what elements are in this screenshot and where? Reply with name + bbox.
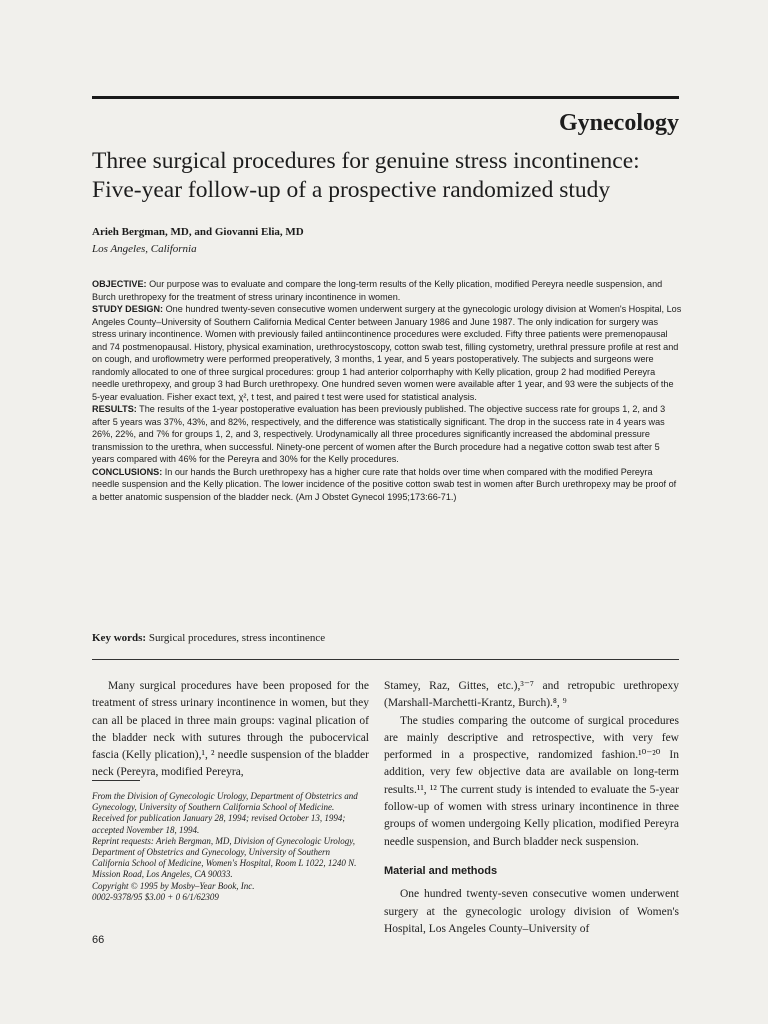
- abstract-conclusions: [92, 466, 682, 504]
- objective-label: OBJECTIVE:: [92, 279, 147, 289]
- keywords: [92, 632, 325, 644]
- design-label: STUDY DESIGN:: [92, 304, 164, 314]
- abstract: [92, 278, 682, 503]
- design-text: One hundred twenty-seven consecutive women underwent surgery at the gynecologic urology division at Women's Hospital, Los Angeles County–University of Southern California Medical Center between January 1986 and June 1987. The only indication for surgery was stress urinary incontinence. Women with previously failed antiincontinence procedures were excluded. Fifty three patients were premenopausal and 74 postmenopausal. History, physical examination, urethrocystoscopy, cotton swab test, filling cystometry, urethral pressure profile at rest and on cough, and uroflowmetry were performed preoperatively, 3 months, 1 year, and 5 years postoperatively. The subjects and surgeons were randomly allocated to one of three surgical procedures: group 1 had anterior colporrhaphy with Kelly plication, group 2 had modified Pereyra needle urethropexy, and group 3 had Burch urethropexy. One hundred seven women were available after 1 year, and 93 were the subjects of the 5-year evaluation. Fisher exact text, χ², t test, and paired t test were used for statistical analysis.: [92, 304, 682, 402]
- abstract-objective: [92, 278, 682, 303]
- author-location: Los Angeles, California: [92, 243, 197, 255]
- footnote-received: Received for publication January 28, 1994; revised October 13, 1994; accepted November 18, 1994.: [92, 813, 346, 835]
- title-line-1: Three surgical procedures for genuine stress incontinence:: [92, 148, 640, 174]
- conclusions-text: In our hands the Burch urethropexy has a higher cure rate that holds over time when compared with the modified Pereyra needle suspension and the Kelly plication. The lower incidence of the positive cotton swab test in women after Burch urethropexy may be proof of a better anatomic suspension of the bladder neck. (Am J Obstet Gynecol 1995;173:66-71.): [92, 466, 677, 502]
- results-label: RESULTS:: [92, 404, 137, 414]
- title-line-2: Five-year follow-up of a prospective randomized study: [92, 177, 611, 203]
- authors: Arieh Bergman, MD, and Giovanni Elia, MD: [92, 226, 304, 238]
- article-title: [92, 147, 692, 205]
- abstract-results: [92, 403, 682, 466]
- keywords-rule: [92, 659, 679, 660]
- right-paragraph-2: The studies comparing the outcome of surgical procedures are mainly descriptive and retrospective, with very few performed in a prospective, randomized fashion.¹⁰⁻²⁰ In addition, very few objective data are available on long-term results.¹¹, ¹² The current study is intended to evaluate the 5-year follow-up of women with stress urinary incontinence in three groups of women undergoing Kelly plication, modified Pereyra needle suspension, and Burch bladder neck suspension.: [384, 714, 679, 848]
- header-rule: [92, 96, 679, 99]
- section-heading: Gynecology: [559, 110, 679, 136]
- right-column: [384, 678, 679, 938]
- footnote-reprint: Reprint requests: Arieh Bergman, MD, Division of Gynecologic Urology, Department of Obstetrics and Gynecology, University of Southern California School of Medicine, Women's Hospital, Room L 1022, 1240 N. Mission Road, Los Angeles, CA 90033.: [92, 835, 357, 880]
- right-paragraph-1: Stamey, Raz, Gittes, etc.),³⁻⁷ and retropubic urethropexy (Marshall-Marchetti-Krantz, Burch).⁸, ⁹: [384, 680, 679, 710]
- objective-text: Our purpose was to evaluate and compare the long-term results of the Kelly plication, modified Pereyra needle suspension, and Burch urethropexy for the treatment of stress urinary incontinence in women.: [92, 279, 663, 302]
- keywords-label: Key words:: [92, 632, 147, 644]
- abstract-design: [92, 303, 682, 403]
- results-text: The results of the 1-year postoperative evaluation has been previously published. The objective success rate for groups 1, 2, and 3 after 5 years was 37%, 43%, and 82%, respectively, and the difference was statistically significant. The drop in the success rate in 4 years was 26%, 22%, and 7% for groups 1, 2, and 3, respectively. Urodynamically all three procedures significantly increased the abdominal pressure transmission to the urethra, when successful. Ninety-one percent of women after the Burch procedure had a negative cotton swab test after 5 years compared with 46% for the Pereyra and 30% for the Kelly procedures.: [92, 404, 666, 464]
- intro-paragraph: Many surgical procedures have been proposed for the treatment of stress urinary incontinence in women, but they can all be placed in three main groups: vaginal plication of the bladder neck with sutures through the pubocervical fascia (Kelly plication),¹, ² needle suspension of the bladder neck (Pereyra, modified Pereyra,: [92, 680, 369, 779]
- footnote-copyright: Copyright © 1995 by Mosby–Year Book, Inc.: [92, 880, 255, 891]
- footnote-rule: [92, 780, 140, 781]
- page-number: 66: [92, 934, 105, 946]
- footnote-affiliation: From the Division of Gynecologic Urology, Department of Obstetrics and Gynecology, University of Southern California School of Medicine.: [92, 791, 358, 813]
- methods-heading: Material and methods: [384, 864, 498, 877]
- footnote-code: 0002-9378/95 $3.00 + 0 6/1/62309: [92, 891, 219, 902]
- conclusions-label: CONCLUSIONS:: [92, 466, 163, 477]
- keywords-text: Surgical procedures, stress incontinence: [148, 632, 326, 644]
- right-paragraph-3: One hundred twenty-seven consecutive women underwent surgery at the gynecologic urology division of Women's Hospital, Los Angeles County–University of: [384, 888, 679, 935]
- footnotes: [92, 791, 369, 903]
- left-column: [92, 678, 369, 782]
